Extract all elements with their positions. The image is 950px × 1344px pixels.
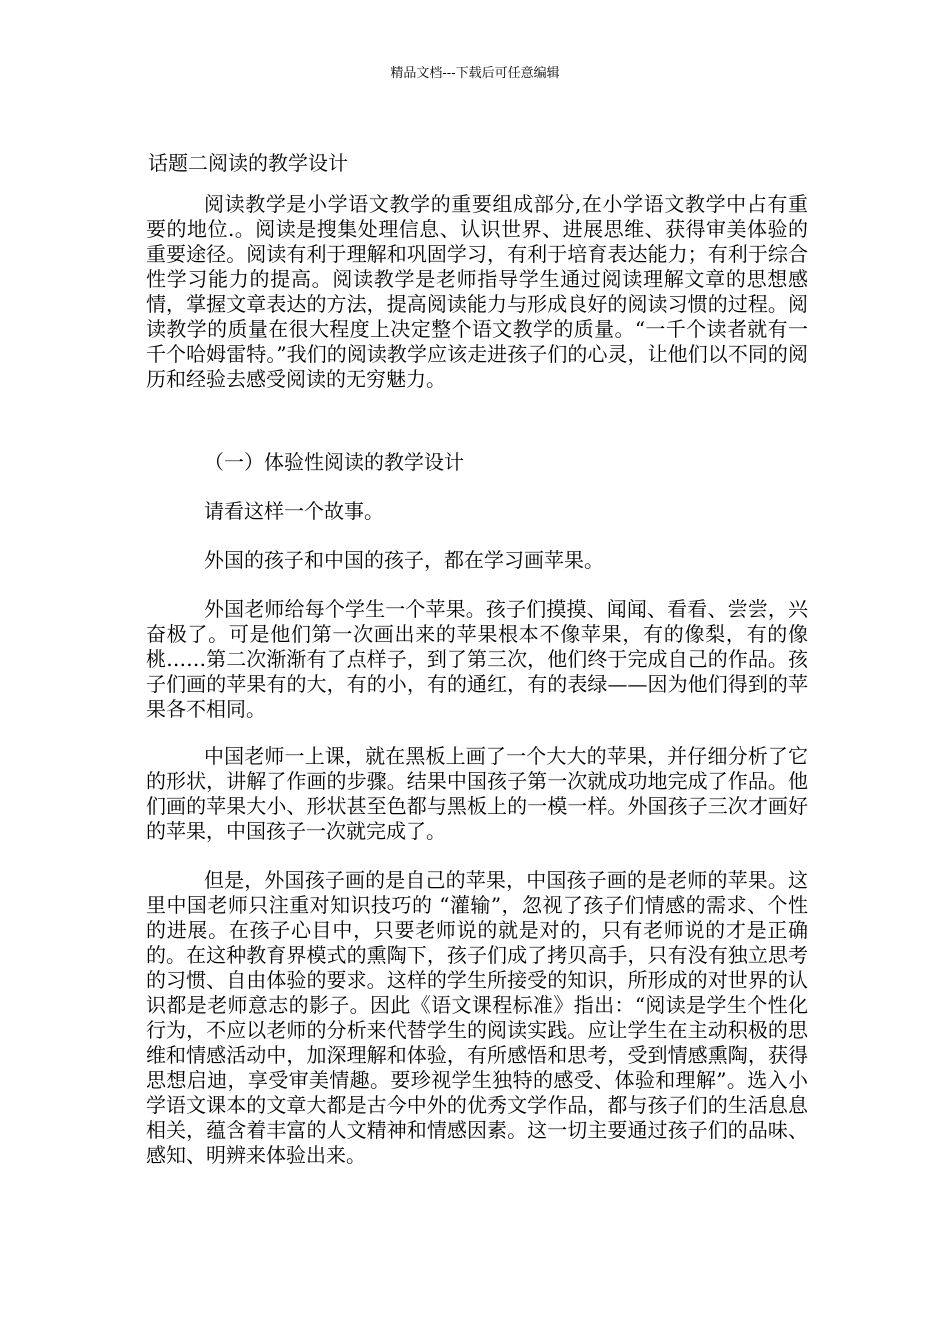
analysis-paragraph: 但是，外国孩子画的是自己的苹果，中国孩子画的是老师的苹果。这里中国老师只注重对知识技巧的 “灌输”，忽视了孩子们情感的需求、个性的进展。在孩子心目中，只要老师说的就是对的，只有老师说的才是正确的。在这种教育界模式的熏陶下，孩子们成了拷贝高手，只有没有独立思考的习惯、自由体验的要求。这样的学生所接受的知识，所形成的对世界的认识都是老师意志的影子。因此《语文课程标准》指出：“阅读是学生个性化行为，不应以老师的分析来代替学生的阅读实践。应让学生在主动积极的思维和情感活动中，加深理解和体验，有所感悟和思考，受到情感熏陶，获得思想启迪，享受审美情趣。要珍视学生独特的感受、体验和理解”。选入小学语文课本的文章大都是古今中外的优秀文学作品，都与孩子们的生活息息相关，蕴含着丰富的人文精神和情感因素。这一切主要通过孩子们的品味、感知、明辨来体验出来。 — [146, 868, 808, 1167]
intro-paragraph: 阅读教学是小学语文教学的重要组成部分,在小学语文教学中占有重要的地位.。阅读是搜集处理信息、认识世界、进展思维、获得审美体验的重要途径。阅读有利于理解和巩固学习，有利于培育表达能力；有利于综合性学习能力的提高。阅读教学是老师指导学生通过阅读理解文章的思想感情，掌握文章表达的方法，提高阅读能力与形成良好的阅读习惯的过程。阅读教学的质量在很大程度上决定整个语文教学的质量。“一千个读者就有一千个哈姆雷特。”我们的阅读教学应该走进孩子们的心灵，让他们以不同的阅历和经验去感受阅读的无穷魅力。 — [146, 192, 808, 391]
story-intro-line: 请看这样一个故事。 — [204, 499, 384, 523]
section-heading: （一）体验性阅读的教学设计 — [204, 450, 464, 474]
story-line: 外国的孩子和中国的孩子，都在学习画苹果。 — [204, 548, 604, 572]
foreign-teacher-paragraph: 外国老师给每个学生一个苹果。孩子们摸摸、闻闻、看看、尝尝，兴奋极了。可是他们第一次画出来的苹果根本不像苹果，有的像梨，有的像桃……第二次渐渐有了点样子，到了第三次，他们终于完成自己的作品。孩子们画的苹果有的大，有的小，有的通红，有的表绿——因为他们得到的苹果各不相同。 — [146, 597, 808, 721]
chinese-teacher-paragraph: 中国老师一上课，就在黑板上画了一个大大的苹果，并仔细分析了它的形状，讲解了作画的步骤。结果中国孩子第一次就成功地完成了作品。他们画的苹果大小、形状甚至色都与黑板上的一模一样。外国孩子三次才画好的苹果，中国孩子一次就完成了。 — [146, 744, 808, 843]
document-title: 话题二阅读的教学设计 — [148, 151, 348, 175]
page-header: 精品文档---下载后可任意编辑 — [390, 66, 560, 81]
